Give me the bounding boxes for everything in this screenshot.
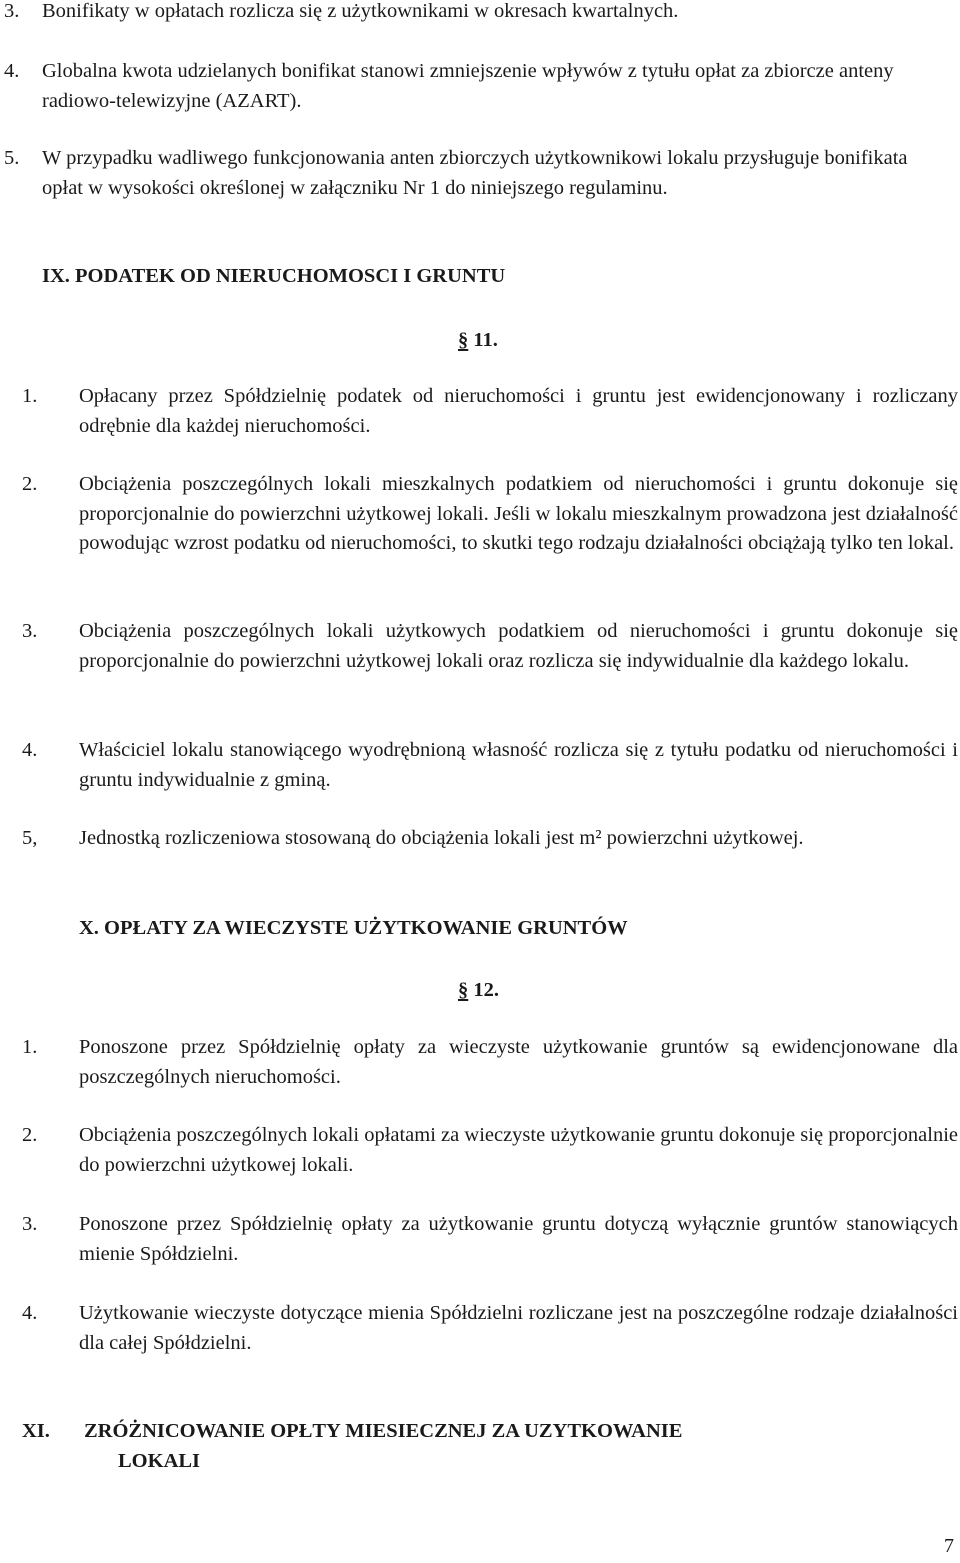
list-text: Ponoszone przez Spółdzielnię opłaty za wieczyste użytkowanie gruntów są ewidencjonowane dla poszczególnych nieruchomości.	[79, 1036, 958, 1088]
list-text: W przypadku wadliwego funkcjonowania anten zbiorczych użytkownikowi lokalu przysługuje bonifikata opłat w wysokości określonej w załączniku Nr 1 do niniejszego regulaminu.	[42, 147, 908, 199]
list-item	[0, 1299, 958, 1358]
section-heading-ix: IX. PODATEK OD NIERUCHOMOSCI I GRUNTU	[42, 265, 506, 287]
list-number: 3.	[22, 1213, 38, 1235]
section-number-xi: XI.	[22, 1420, 50, 1442]
section-heading-xi-continued: LOKALI	[118, 1450, 201, 1472]
list-number: 4.	[4, 60, 20, 82]
page-number: 7	[944, 1534, 954, 1557]
list-number: 3.	[4, 0, 20, 22]
list-number: 1.	[22, 385, 38, 407]
list-number: 3.	[22, 620, 38, 642]
list-text: Opłacany przez Spółdzielnię podatek od nieruchomości i gruntu jest ewidencjonowany i rozliczany odrębnie dla każdej nieruchomości.	[79, 385, 958, 437]
list-text: Obciążenia poszczególnych lokali opłatami za wieczyste użytkowanie gruntu dokonuje się proporcjonalnie do powierzchni użytkowej lokali.	[79, 1124, 958, 1176]
paragraph-mark-11	[458, 326, 498, 356]
list-item	[0, 824, 958, 854]
list-item	[0, 470, 958, 559]
list-item	[0, 617, 958, 676]
section-heading-xi: ZRÓŻNICOWANIE OPŁTY MIESIECZNEJ ZA UZYTKOWANIE	[84, 1420, 683, 1442]
section-symbol: §	[458, 329, 469, 351]
paragraph-number: 11.	[473, 329, 498, 351]
list-item	[0, 382, 958, 441]
list-number: 5.	[4, 147, 20, 169]
list-number: 4.	[22, 739, 38, 761]
list-text: Bonifikaty w opłatach rozlicza się z użytkownikami w okresach kwartalnych.	[42, 0, 679, 22]
list-item	[0, 1210, 958, 1269]
list-number: 4.	[22, 1302, 38, 1324]
list-item	[0, 0, 958, 27]
section-symbol: §	[458, 979, 469, 1001]
list-text: Ponoszone przez Spółdzielnię opłaty za użytkowanie gruntu dotyczą wyłącznie gruntów stanowiących mienie Spółdzielni.	[79, 1213, 958, 1265]
list-text: Właściciel lokalu stanowiącego wyodrębnioną własność rozlicza się z tytułu podatku od nieruchomości i gruntu indywidualnie z gminą.	[79, 739, 958, 791]
list-number: 1.	[22, 1036, 38, 1058]
paragraph-mark-12	[458, 976, 499, 1006]
list-item	[0, 1121, 958, 1180]
list-number: 2.	[22, 1124, 38, 1146]
list-item	[0, 736, 958, 795]
list-item	[0, 1033, 958, 1092]
list-text: Obciążenia poszczególnych lokali mieszkalnych podatkiem od nieruchomości i gruntu dokonuje się proporcjonalnie do powierzchni użytkowej lokali. Jeśli w lokalu mieszkalnym prowadzona jest działalność powodując wzrost podatku od nieruchomości, to skutki tego rodzaju działalności obciążają tylko ten lokal.	[79, 473, 958, 554]
list-text: Obciążenia poszczególnych lokali użytkowych podatkiem od nieruchomości i gruntu dokonuje się proporcjonalnie do powierzchni użytkowej lokali oraz rozlicza się indywidualnie dla każdego lokalu.	[79, 620, 958, 672]
list-text: Jednostką rozliczeniowa stosowaną do obciążenia lokali jest m² powierzchni użytkowej.	[79, 827, 804, 849]
list-number: 5,	[22, 827, 38, 849]
list-item	[0, 57, 958, 116]
paragraph-number: 12.	[473, 979, 499, 1001]
list-number: 2.	[22, 473, 38, 495]
list-text: Użytkowanie wieczyste dotyczące mienia Spółdzielni rozliczane jest na poszczególne rodzaje działalności dla całej Spółdzielni.	[79, 1302, 958, 1354]
section-heading-x: X. OPŁATY ZA WIECZYSTE UŻYTKOWANIE GRUNTÓW	[79, 917, 628, 939]
list-text: Globalna kwota udzielanych bonifikat stanowi zmniejszenie wpływów z tytułu opłat za zbiorcze anteny radiowo-telewizyjne (AZART).	[42, 60, 894, 112]
list-item	[0, 144, 958, 203]
